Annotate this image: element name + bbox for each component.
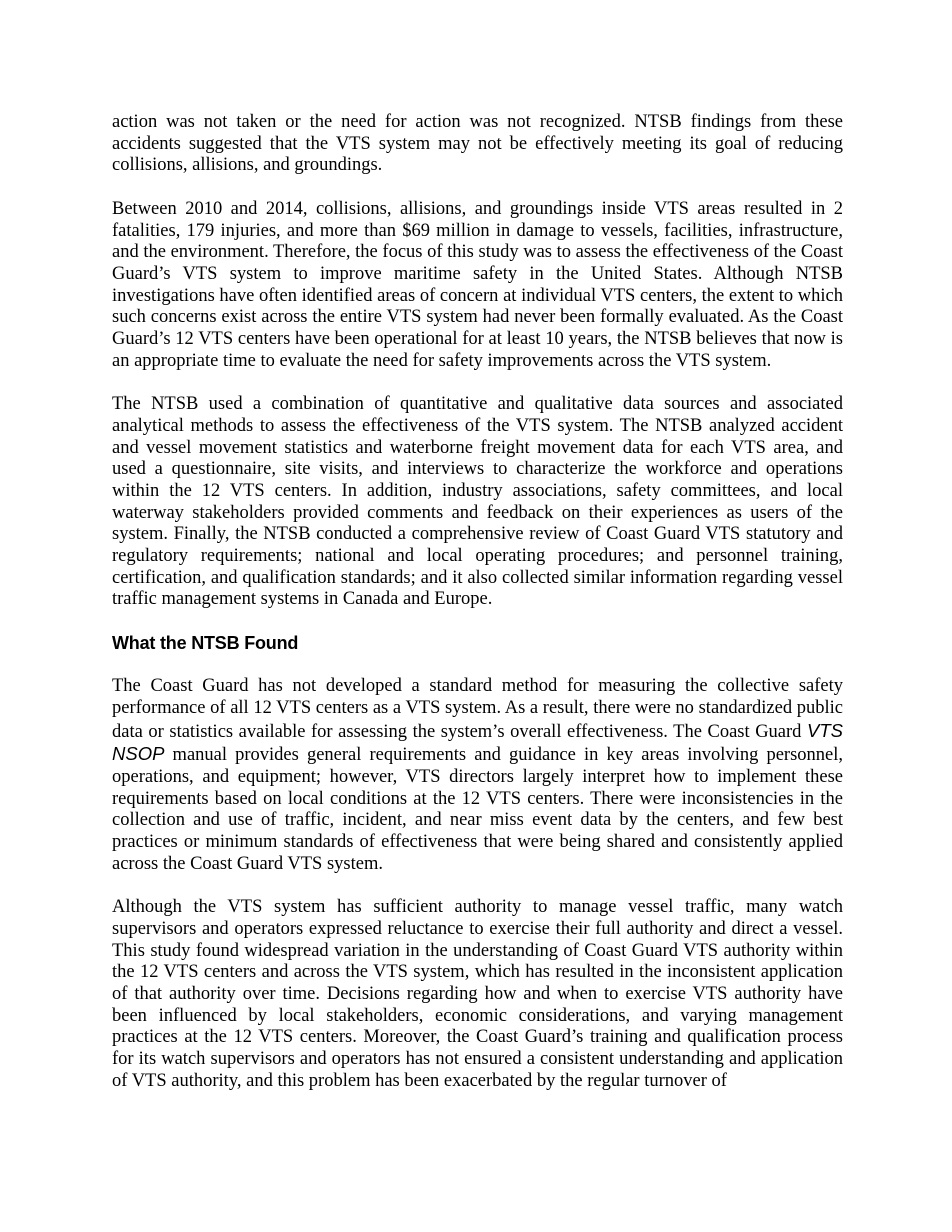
paragraph-4-text-after: manual provides general requirements and guidance in key areas involving personnel, operations, and equipment; however, VTS directors largely interpret how to implement these requirements based on local conditions at the 12 VTS centers. There were inconsistencies in the collection and use of traffic, incident, and near miss event data by the centers, and few best practices or minimum standards of effectiveness that were being shared and consistently applied across the Coast Guard VTS system. <box>112 745 843 874</box>
section-heading-what-the-ntsb-found: What the NTSB Found <box>112 632 299 653</box>
paragraph-3: The NTSB used a combination of quantitative and qualitative data sources and associated analytical methods to assess the effectiveness of the VTS system. The NTSB analyzed accident and vessel movement statistics and waterborne freight movement data for each VTS area, and used a questionnaire, site visits, and interviews to characterize the workforce and operations within the 12 VTS centers. In addition, industry associations, safety committees, and local waterway stakeholders provided comments and feedback on their experiences as users of the system. Finally, the NTSB conducted a comprehensive review of Coast Guard VTS statutory and regulatory requirements; national and local operating procedures; and personnel training, certification, and qualification standards; and it also collected similar information regarding vessel traffic management systems in Canada and Europe. <box>112 394 843 610</box>
document-content <box>112 112 843 1093</box>
paragraph-1: action was not taken or the need for action was not recognized. NTSB findings from these accidents suggested that the VTS system may not be effectively meeting its goal of reducing collisions, allisions, and groundings. <box>112 112 843 176</box>
paragraph-5: Although the VTS system has sufficient authority to manage vessel traffic, many watch supervisors and operators expressed reluctance to exercise their full authority and direct a vessel. This study found widespread variation in the understanding of Coast Guard VTS authority within the 12 VTS centers and across the VTS system, which has resulted in the inconsistent application of that authority over time. Decisions regarding how and when to exercise VTS authority have been influenced by local stakeholders, economic considerations, and varying management practices at the 12 VTS centers. Moreover, the Coast Guard’s training and qualification process for its watch supervisors and operators has not ensured a consistent understanding and application of VTS authority, and this problem has been exacerbated by the regular turnover of <box>112 897 843 1091</box>
paragraph-4-text-before: The Coast Guard has not developed a standard method for measuring the collective safety performance of all 12 VTS centers as a VTS system. As a result, there were no standardized public data or statistics available for assessing the system’s overall effectiveness. The Coast Guard <box>112 676 843 742</box>
paragraph-2: Between 2010 and 2014, collisions, allisions, and groundings inside VTS areas resulted in 2 fatalities, 179 injuries, and more than $69 million in damage to vessels, facilities, infrastructure, and the environment. Therefore, the focus of this study was to assess the effectiveness of the Coast Guard’s VTS system to improve maritime safety in the United States. Although NTSB investigations have often identified areas of concern at individual VTS centers, the extent to which such concerns exist across the entire VTS system had never been formally evaluated. As the Coast Guard’s 12 VTS centers have been operational for at least 10 years, the NTSB believes that now is an appropriate time to evaluate the need for safety improvements across the VTS system. <box>112 198 843 371</box>
vts-nsop-manual-title: VTS NSOP <box>112 719 843 765</box>
paragraph-4 <box>112 676 843 875</box>
